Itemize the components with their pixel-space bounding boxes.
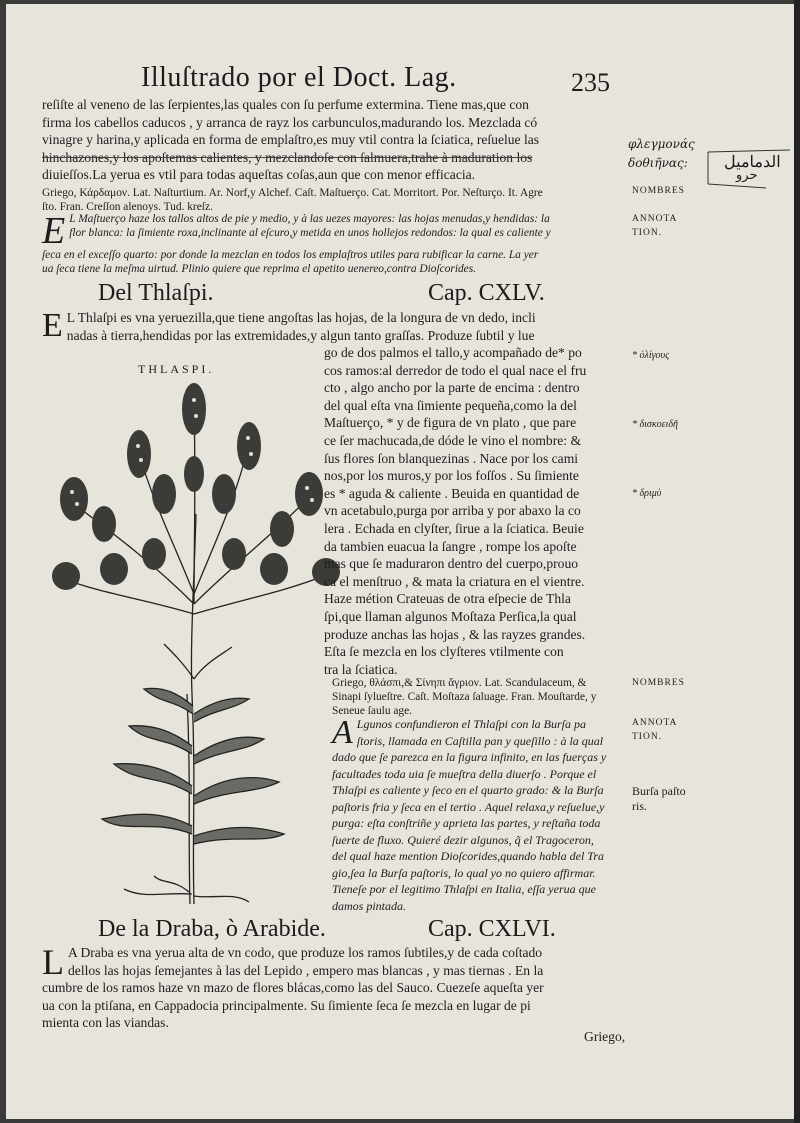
handwritten-arabic-note-1: الدماميل — [724, 152, 781, 171]
chapter-146-text — [42, 944, 637, 1032]
text-line: tra la ſciatica. — [324, 661, 398, 677]
text-line: vinagre y harina,y aplicada en forma de emplaſtro,es muy vtil contra la ſciatica, reſuelue las — [42, 132, 540, 148]
text-line: dellos las hojas ſemejantes à las del Lepido , empero mas blancas , y mas tiernas . En la — [68, 962, 544, 978]
text-line: da tambien euacua la ſangre , rompe los apoſte — [324, 538, 577, 554]
text-line: go de dos palmos el tallo,y acompañado de* po — [324, 345, 582, 360]
text-line: nos,por los muros,y por los foſſos . Su ſimiente — [324, 468, 579, 484]
text-line: produze anchas las hojas , & las rayzes grandes. — [324, 626, 586, 642]
margin-label-line: ANNOTA — [632, 718, 678, 728]
book-page — [6, 4, 794, 1119]
handwritten-arabic-note-2: حرو — [736, 168, 758, 183]
annotation-line: Tieneſe por el legitimo Thlaſpi en Italia, eſſa yerua que — [332, 882, 596, 896]
page-edge-shadow — [794, 0, 800, 1123]
annotation-line: Lgunos confundieron el Thlaſpi con la Burſa pa — [356, 717, 586, 731]
margin-bracket-icon — [706, 146, 792, 190]
margin-label-annotation — [632, 718, 677, 742]
annotation-145 — [332, 716, 632, 914]
text-line: lera . Echada en clyſter, ſirue a la ſciatica. Beuie — [324, 520, 584, 536]
text-line: ca el menſtruo , & mata la criatura en el vientre. — [324, 573, 585, 589]
names-line: Griego, Κάρδαμον. Lat. Naſturtium. Ar. Norf,y Alchef. Caſt. Maſtuerço. Cat. Morritort. Por. Neſturço. It. Agre — [42, 187, 543, 199]
annotation-line: ua ſeca tiene la meſma uirtud. Plinio quiere que reprima el apetito uenereo,contra Dioſcorides. — [42, 263, 477, 275]
annotation-line: flor blanca: la ſimiente roxa,inclinante al eſcuro,y metida en unos hollejos redondos: la qual es caliente y — [69, 227, 551, 239]
chapter-number: Cap. CXLVI. — [428, 916, 556, 942]
top-paragraph — [42, 96, 632, 184]
margin-label-line: TION. — [632, 732, 663, 742]
names-line: Seneue ſaulu age. — [332, 705, 413, 717]
handwritten-greek-note-2: δοθιῆνας: — [628, 156, 688, 170]
margin-label-line: ANNOTA — [632, 214, 678, 224]
text-line: es * aguda & caliente . Beuida en quantidad de — [324, 485, 580, 501]
chapter-145-lead — [42, 309, 632, 344]
drop-cap: L — [42, 942, 64, 982]
catchword: Griego, — [584, 1029, 626, 1044]
names-block-top — [42, 186, 632, 214]
text-line: diuieſſos.La yerua es vtil para todas aqueſtas coſas,aun que con menor efficacia. — [42, 167, 476, 183]
margin-note-bursa — [632, 784, 686, 814]
annotation-top — [42, 212, 630, 276]
text-line: ce ſer machucada,de dóde le vino el nombre: & — [324, 432, 582, 448]
text-line: ſpi,que llaman algunos Moſtaza Perſica,la qual — [324, 608, 577, 624]
handwritten-greek-note-1: φλεγμονάς — [628, 137, 695, 151]
running-header: Illuſtrado por el Doct. Lag. — [141, 62, 457, 93]
annotation-line: dado que ſe parezca en la figura infinito, en las fuerças y — [332, 750, 607, 764]
margin-note-line: ris. — [632, 799, 647, 813]
drop-cap: E — [42, 210, 66, 252]
chapter-145-column — [324, 344, 634, 678]
thlaspi-woodcut-illustration — [44, 364, 344, 904]
margin-label-nombres: NOMBRES — [632, 678, 685, 688]
annotation-line: gio,ſea la Burſa paſtoris, lo qual yo no quiero affirmar. — [332, 865, 596, 880]
annotation-line: ſuerte de fluxo. Quieré dezir algunos, q̃ el Tragoceron, — [332, 832, 594, 847]
names-line: Griego, θλάσπι,& Σίνηπι ἄγριον. Lat. Scandulaceum, & — [332, 677, 587, 689]
annotation-line: facultades toda uia ſe mueſtra della diuerſo . Porque el — [332, 766, 597, 781]
margin-label-nombres: NOMBRES — [632, 186, 685, 196]
names-line: Sinapi ſylueſtre. Caſt. Moſtaza ſaluage. Fran. Mouſtarde, y — [332, 691, 597, 703]
margin-label-line: TION. — [632, 228, 663, 238]
annotation-line: damos pintada. — [332, 898, 407, 913]
annotation-line: del qual haze mention Dioſcorides,quando habla del Tra — [332, 849, 604, 863]
text-line: vn acetabulo,purga por arriba y por abaxo la co — [324, 503, 581, 519]
drop-cap: E — [42, 307, 63, 344]
text-line: ua con la ptiſana, en Cappadocia principalmente. Su ſimiente ſeca ſe mezcla en lugar de pi — [42, 997, 531, 1013]
text-line: mienta con las viandas. — [42, 1015, 169, 1031]
text-line: nadas à tierra,hendidas por las extremidades,y algun tanto graſſas. Produze ſubtil y lue — [66, 327, 535, 343]
annotation-line: paſtoris fria y ſeca en el tertio . Aquel relaxa,y reſuelue,y — [332, 799, 605, 814]
drop-cap: A — [332, 714, 353, 751]
annotation-line: ſtoris, llamada en Caſtilla pan y queſillo : à la qual — [356, 733, 604, 748]
annotation-line: Thlaſpi es caliente y ſeco en el quarto grado: & la Burſa — [332, 783, 604, 797]
text-line: Maſtuerço, * y de figura de vn plato , que pare — [324, 415, 577, 431]
chapter-title: Del Thlaſpi. — [98, 280, 214, 306]
plant-caption: THLASPI. — [138, 362, 215, 376]
text-line: del qual eſta vna ſimiente pequeña,como la del — [324, 397, 577, 413]
text-line: ſus flores ſon blanquezinas . Nace por los cami — [324, 450, 579, 466]
text-line: Haze métion Crateuas de otra eſpecie de Thla — [324, 591, 571, 607]
text-line: reſiſte al veneno de las ſerpientes,las quales con ſu perfume extermina. Tiene mas,que con — [42, 97, 529, 112]
text-line: firma los cabellos caducos , y arranca de rayz los carbunculos,madurando los. Mezclada có — [42, 114, 538, 130]
text-line: cto , algo ancho por la parte de encima : dentro — [324, 380, 580, 396]
names-block-145 — [332, 676, 632, 718]
margin-note-line: Burſa paſto — [632, 784, 686, 798]
greek-margin-note: * ὀλίγους — [632, 350, 670, 361]
text-line: mas que ſe maduraron dentro del cuerpo,prouo — [324, 556, 579, 572]
chapter-number: Cap. CXLV. — [428, 280, 545, 306]
text-line: L Thlaſpi es vna yeruezilla,que tiene angoſtas las hojas, de la longura de vn dedo, incli — [66, 310, 536, 325]
text-line: cos ramos:al derredor de todo el qual nace el fru — [324, 362, 587, 378]
page-number: 235 — [571, 68, 610, 97]
annotation-line: L Maſtuerço haze los tallos altos de pie y medio, y à las uezes mayores: las hojas menudas,y hendidas: la — [69, 213, 550, 225]
annotation-line: ſeca en el exceſſo quarto: por donde la mezclan en todos los emplaſtros utiles para rubificar la carne. La yer — [42, 249, 539, 261]
greek-margin-note: * δισκοειδῆ — [632, 419, 678, 430]
names-line: ſto. Fran. Creſſon alenoys. Tud. kreſz. — [42, 201, 213, 213]
text-line: cumbre de los ramos haze vn mazo de flores blácas,como las del Sauco. Cuezeſe aqueſta yer — [42, 980, 544, 996]
text-line: A Draba es vna yerua alta de vn codo, que produze los ramos ſubtiles,y de cada coſtado — [68, 945, 543, 960]
text-line: Eſta ſe mezcla en los clyſteres vtilmente con — [324, 644, 564, 660]
text-line: hinchazones,y los apoſtemas calientes, y mezclandoſe con ſalmuera,trahe à maduration los — [42, 149, 533, 165]
greek-margin-note: * δριμὺ — [632, 488, 662, 499]
annotation-line: purga: eſta conſtriñe y aprieta las partes, y reſtaña toda — [332, 816, 601, 830]
margin-label-annotation — [632, 214, 677, 238]
chapter-title: De la Draba, ò Arabide. — [98, 916, 326, 942]
